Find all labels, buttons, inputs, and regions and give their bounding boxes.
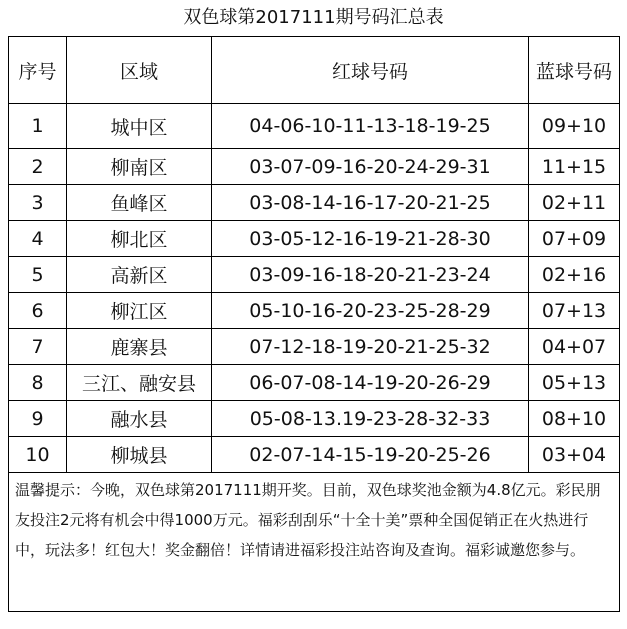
table-row [9,221,620,257]
row-region: 鱼峰区 [67,185,212,221]
table-row [9,104,620,149]
table-row [9,401,620,437]
header-red-balls: 红球号码 [212,37,529,104]
table-row [9,185,620,221]
row-region: 鹿寨县 [67,329,212,365]
row-index: 9 [9,401,67,437]
row-index: 1 [9,104,67,149]
table-row [9,293,620,329]
table-row [9,257,620,293]
row-red-balls: 03-05-12-16-19-21-28-30 [212,221,529,257]
header-region: 区域 [67,37,212,104]
row-red-balls: 05-10-16-20-23-25-28-29 [212,293,529,329]
row-red-balls: 05-08-13.19-23-28-32-33 [212,401,529,437]
row-region: 三江、融安县 [67,365,212,401]
row-blue-balls: 09+10 [529,104,620,149]
row-region: 高新区 [67,257,212,293]
row-red-balls: 03-09-16-18-20-21-23-24 [212,257,529,293]
header-index: 序号 [9,37,67,104]
tip-text: 温馨提示：今晚，双色球第2017111期开奖。目前，双色球奖池金额为4.8亿元。彩民朋友投注2元将有机会中得1000万元。福彩刮刮乐“十全十美”票种全国促销正在火热进行中，玩法多！红包大！奖金翻倍！详情请进福彩投注站咨询及查询。福彩诚邀您参与。 [9,473,620,612]
row-blue-balls: 07+09 [529,221,620,257]
table-row [9,329,620,365]
header-row [9,37,620,104]
row-red-balls: 07-12-18-19-20-21-25-32 [212,329,529,365]
page-title: 双色球第2017111期号码汇总表 [183,7,444,28]
row-red-balls: 04-06-10-11-13-18-19-25 [212,104,529,149]
lottery-summary-table [8,36,620,612]
row-blue-balls: 04+07 [529,329,620,365]
row-index: 2 [9,149,67,185]
row-blue-balls: 07+13 [529,293,620,329]
row-blue-balls: 08+10 [529,401,620,437]
row-index: 6 [9,293,67,329]
row-index: 10 [9,437,67,473]
header-blue-balls: 蓝球号码 [529,37,620,104]
row-red-balls: 06-07-08-14-19-20-26-29 [212,365,529,401]
row-red-balls: 02-07-14-15-19-20-25-26 [212,437,529,473]
row-region: 柳北区 [67,221,212,257]
row-region: 柳江区 [67,293,212,329]
row-index: 4 [9,221,67,257]
row-blue-balls: 11+15 [529,149,620,185]
row-red-balls: 03-07-09-16-20-24-29-31 [212,149,529,185]
tip-row [9,473,620,612]
row-red-balls: 03-08-14-16-17-20-21-25 [212,185,529,221]
row-region: 柳南区 [67,149,212,185]
row-index: 7 [9,329,67,365]
row-region: 柳城县 [67,437,212,473]
row-index: 5 [9,257,67,293]
table-row [9,437,620,473]
row-index: 8 [9,365,67,401]
row-blue-balls: 05+13 [529,365,620,401]
row-blue-balls: 02+11 [529,185,620,221]
row-index: 3 [9,185,67,221]
table-row [9,149,620,185]
table-row [9,365,620,401]
row-blue-balls: 03+04 [529,437,620,473]
row-region: 融水县 [67,401,212,437]
row-region: 城中区 [67,104,212,149]
row-blue-balls: 02+16 [529,257,620,293]
